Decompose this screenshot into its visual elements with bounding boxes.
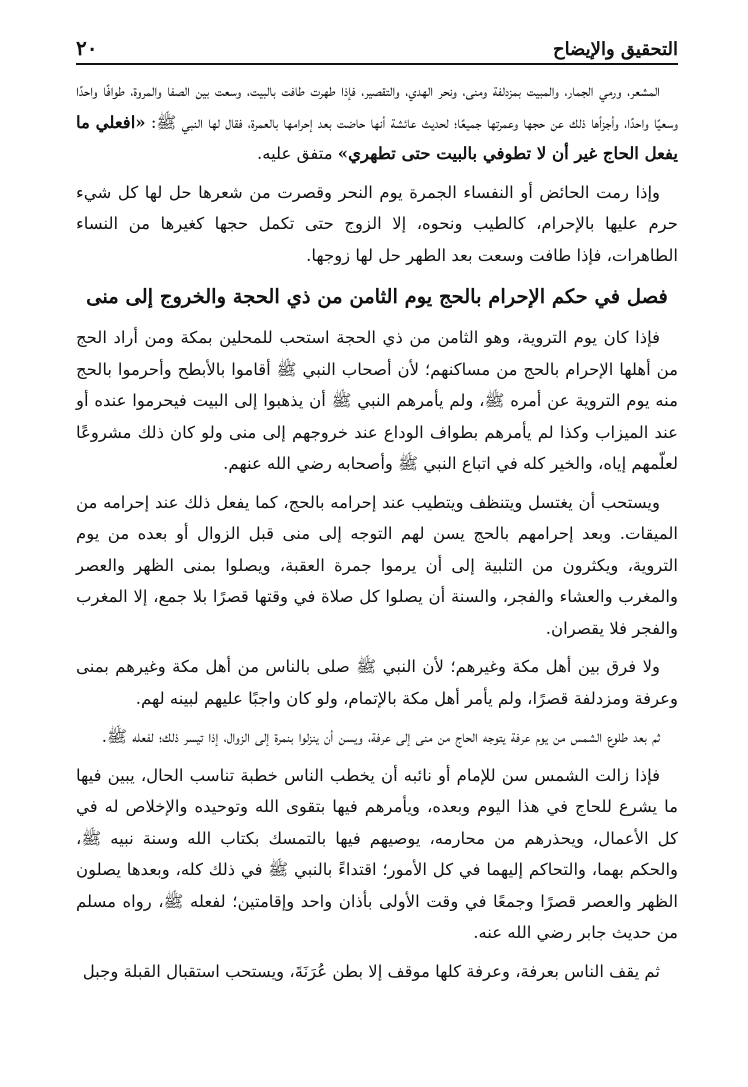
paragraph: فإذا كان يوم التروية، وهو الثامن من ذي الحجة استحب للمحلين بمكة ومن أراد الحج من أهلها الإحرام بالحج من مساكنهم؛ لأن أصحاب النبي ﷺ أقاموا بالأبطح وأحرموا بالحج منه يوم التروية عن أمره ﷺ، ولم يأمرهم النبي ﷺ أن يذهبوا إلى البيت فيحرموا عنده أو عند الميزاب وكذا لم يأمرهم بطواف الوداع عند خروجهم إلى منى ولو كان ذلك مشروعًا لعلّمهم إياه، والخير كله في اتباع النبي ﷺ وأصحابه رضي الله عنهم.	[76, 328, 678, 473]
paragraph: ثم بعد طلوع الشمس من يوم عرفة يتوجه الحاج من منى إلى عرفة، ويسن أن ينزلوا بنمرة إلى الزوال، إذا تيسر ذلك؛ لفعله ﷺ.	[101, 727, 660, 746]
paragraph	[76, 75, 678, 170]
page-number: ٢٠	[76, 36, 98, 60]
paragraph: ثم يقف الناس بعرفة، وعرفة كلها موقف إلا بطن عُرَنَةَ، ويستحب استقبال القبلة وجبل	[82, 961, 660, 981]
paragraph: ولا فرق بين أهل مكة وغيرهم؛ لأن النبي ﷺ صلى بالناس من أهل مكة وغيرهم بمنى وعرفة ومزدلفة قصرًا، ولم يأمر أهل مكة بالإتمام، ولو كان واجبًا عليهم لبينه لهم.	[76, 657, 678, 708]
page-header	[76, 30, 678, 65]
paragraph-text-end: متفق عليه.	[256, 144, 338, 163]
paragraph: ويستحب أن يغتسل ويتنظف ويتطيب عند إحرامه بالحج، كما يفعل ذلك عند إحرامه من الميقات. وبعد إحرامهم بالحج يسن لهم التوجه إلى منى قبل الزوال أو بعده من يوم التروية، ويكثرون من التلبية إلى أن يرموا جمرة العقبة، ويصلوا بمنى الظهر والعصر والمغرب والعشاء والفجر، والسنة أن يصلوا كل صلاة في وقتها قصرًا بلا جمع، إلا المغرب والفجر فلا يقصران.	[76, 492, 678, 638]
running-title: التحقيق والإيضاح	[552, 39, 678, 60]
page-body	[76, 75, 678, 987]
paragraph: وإذا رمت الحائض أو النفساء الجمرة يوم النحر وقصرت من شعرها حل لها كل شيء حرم عليها بالإحرام، كالطيب ونحوه، إلا الزوج حتى تكمل حجها كغيرها من النساء الطاهرات، فإذا طافت وسعت بعد الطهر حل لها زوجها.	[76, 182, 678, 265]
section-heading: فصل في حكم الإحرام بالحج يوم الثامن من ذي الحجة والخروج إلى منى	[86, 285, 668, 308]
paragraph: فإذا زالت الشمس سن للإمام أو نائبه أن يخطب الناس خطبة تناسب الحال، يبين فيها ما يشرع للحاج في هذا اليوم وبعده، ويأمرهم فيها بتقوى الله وتوحيده والإخلاص له في كل الأعمال، ويحذرهم من محارمه، يوصيهم فيها بالتمسك بكتاب الله وسنة نبيه ﷺ، والحكم بهما، والتحاكم إليهما في كل الأمور؛ اقتداءً بالنبي ﷺ في ذلك كله، وبعدها يصلون الظهر والعصر قصرًا وجمعًا في وقت الأولى بأذان واحد وإقامتين؛ لفعله ﷺ، رواه مسلم من حديث جابر رضي الله عنه.	[76, 765, 678, 942]
paragraph-text: المشعر، ورمي الجمار، والمبيت بمزدلفة ومنى، ونحر الهدي، والتقصير، فإذا طهرت طافت بالبيت، وسعت بين الصفا والمروة، طوافًا واحدًا وسعيًا واحدًا، وأجزأها ذلك عن حجها وعمرتها جميعًا؛ لحديث عائشة أنها حاضت بعد إحرامها بالعمرة، فقال لها النبي ﷺ:	[76, 81, 678, 132]
hadith-quote: «افعلي ما يفعل الحاج غير أن لا تطوفي بالبيت حتى تطهري»	[76, 112, 678, 163]
